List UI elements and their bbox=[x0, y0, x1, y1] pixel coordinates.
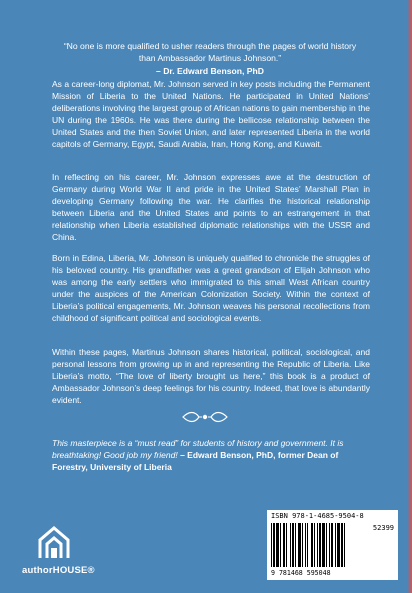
front-quote bbox=[60, 40, 360, 77]
isbn-barcode bbox=[267, 510, 398, 580]
quote-text: “No one is more qualified to usher readers through the pages of world history than Ambassador Martinus Johnson.” bbox=[63, 41, 357, 64]
paragraph-background: Born in Edina, Liberia, Mr. Johnson is uniquely qualified to chronicle the struggles of his beloved country. His grandfather was a great grandson of Elijah Johnson who was among the early settlers who immigrated to this small West African country under the auspices of the American Colonization Society. Within the context of Liberia’s political engagements, Mr. Johnson weaves his personal recollections from childhood of significant political and sociological events. bbox=[52, 253, 370, 324]
publisher-name: authorHOUSE® bbox=[22, 565, 95, 576]
authorhouse-logo-icon bbox=[36, 526, 72, 560]
endorsement bbox=[52, 437, 374, 473]
barcode-bars bbox=[271, 523, 363, 569]
quote-attribution: – Dr. Edward Benson, PhD bbox=[156, 65, 264, 76]
paragraph-reflection: In reflecting on his career, Mr. Johnson expresses awe at the destruction of Germany during World War II and pride in the United States’ Marshall Plan in developing Germany following the war. He clarifies the historical relationship between Liberia and the United States and points to an estrangement in that relationship when Liberia established diplomatic relationships with the USSR and China. bbox=[52, 172, 370, 243]
endorsement-text: This masterpiece is a “must read” for students of history and government. It is breathtaking! Good job my friend! bbox=[52, 438, 344, 461]
paragraph-career: As a career-long diplomat, Mr. Johnson served in key posts including the Permanent Mission of Liberia to the United Nations. He participated in United Nations’ deliberations involving the largest group of African nations to gain membership in the UN during the 1960s. He was there during the bellicose relationship between the United States and the then Soviet Union, and later represented Liberia in the world capitols of Germany, Egypt, Saudi Arabia, Iran, Hong Kong, and Kuwait. bbox=[52, 79, 370, 150]
endorsement-attribution: – Edward Benson, PhD, former Dean of Forestry, University of Liberia bbox=[52, 450, 339, 473]
price-code: 52399 bbox=[372, 524, 394, 532]
paragraph-summary: Within these pages, Martinus Johnson shares historical, political, sociological, and personal lessons from growing up in and representing the Republic of Liberia. Like Liberia’s motto, “The love of liberty brought us here,” this book is a product of Ambassador Johnson’s deep feelings for his country. Indeed, that love is abundantly evident. bbox=[52, 347, 370, 406]
spine-edge bbox=[407, 0, 412, 593]
isbn-digits: 9 781468 595048 bbox=[271, 569, 331, 577]
ornament-divider-icon bbox=[181, 411, 229, 423]
isbn-label: ISBN 978-1-4685-9504-8 bbox=[271, 512, 364, 520]
